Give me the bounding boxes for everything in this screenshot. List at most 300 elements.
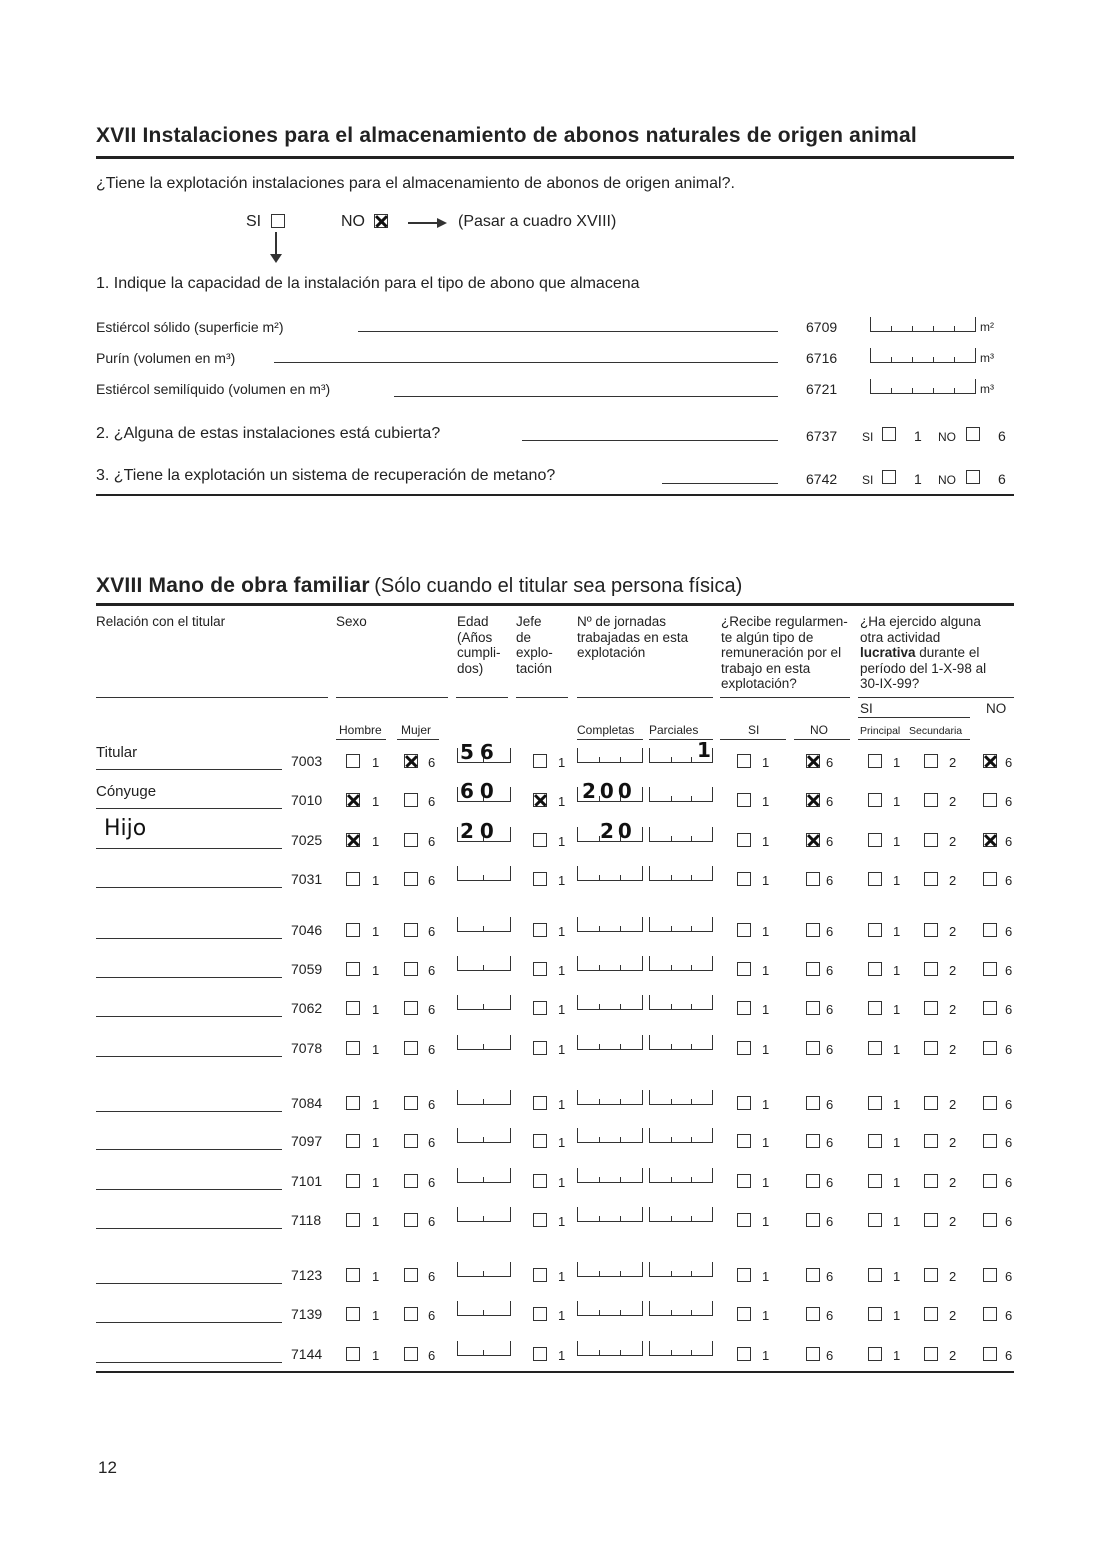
principal-checkbox[interactable] bbox=[868, 833, 882, 847]
hombre-checkbox[interactable] bbox=[346, 1347, 360, 1361]
recibe-no-checkbox[interactable] bbox=[806, 923, 820, 937]
jefe-value: 1 bbox=[558, 873, 566, 888]
row-code: 7010 bbox=[291, 792, 323, 808]
row-code: 7139 bbox=[291, 1306, 323, 1322]
hombre-value: 1 bbox=[372, 1175, 380, 1190]
mujer-checkbox[interactable] bbox=[404, 754, 418, 768]
recibe-si-checkbox[interactable] bbox=[737, 1347, 751, 1361]
mujer-checkbox[interactable] bbox=[404, 1134, 418, 1148]
ejercido-no-checkbox[interactable] bbox=[983, 1213, 997, 1227]
secundaria-checkbox[interactable] bbox=[924, 1268, 938, 1282]
mujer-value: 6 bbox=[428, 1002, 436, 1017]
q3-si-checkbox[interactable] bbox=[882, 470, 896, 484]
jefe-value: 1 bbox=[558, 1097, 566, 1112]
jefe-value: 1 bbox=[558, 924, 566, 939]
jefe-checkbox[interactable] bbox=[533, 1001, 547, 1015]
mujer-value: 6 bbox=[428, 963, 436, 978]
row-code: 7118 bbox=[291, 1212, 322, 1228]
row-label-line[interactable] bbox=[96, 1228, 282, 1229]
q3-si-value: 1 bbox=[914, 471, 922, 487]
parciales-input[interactable] bbox=[649, 866, 713, 881]
hombre-value: 1 bbox=[372, 1348, 380, 1363]
q2-no-checkbox[interactable] bbox=[966, 427, 980, 441]
recibe-si-checkbox[interactable] bbox=[737, 1134, 751, 1148]
ejercido-no-checkbox[interactable] bbox=[983, 872, 997, 886]
edad-input[interactable] bbox=[457, 956, 511, 971]
recibe-si-checkbox[interactable] bbox=[737, 833, 751, 847]
principal-value: 1 bbox=[893, 1135, 901, 1150]
covered-question: 2. ¿Alguna de estas instalaciones está cubierta? bbox=[96, 425, 441, 442]
ejercido-no-checkbox[interactable] bbox=[983, 1174, 997, 1188]
leader-line bbox=[394, 396, 778, 397]
hombre-checkbox[interactable] bbox=[346, 923, 360, 937]
q3-si-label: SI bbox=[862, 473, 874, 487]
q3-no-checkbox[interactable] bbox=[966, 470, 980, 484]
secundaria-checkbox[interactable] bbox=[924, 1174, 938, 1188]
si-checkbox[interactable] bbox=[271, 214, 285, 228]
principal-checkbox[interactable] bbox=[868, 1096, 882, 1110]
recibe-no-value: 6 bbox=[826, 1308, 834, 1323]
capacity-label-semiliquid: Estiércol semilíquido (volumen en m³) bbox=[96, 381, 331, 397]
secundaria-checkbox[interactable] bbox=[924, 923, 938, 937]
mujer-checkbox[interactable] bbox=[404, 1268, 418, 1282]
completas-input[interactable] bbox=[577, 956, 643, 971]
mujer-checkbox[interactable] bbox=[404, 962, 418, 976]
row-code: 7144 bbox=[291, 1346, 323, 1362]
no-checkbox[interactable] bbox=[374, 214, 388, 228]
recibe-si-checkbox[interactable] bbox=[737, 754, 751, 768]
jefe-value: 1 bbox=[558, 1214, 566, 1229]
ejercido-no-checkbox[interactable] bbox=[983, 1134, 997, 1148]
row-label-line[interactable] bbox=[96, 1189, 282, 1190]
principal-checkbox[interactable] bbox=[868, 1134, 882, 1148]
ejercido-no-checkbox[interactable] bbox=[983, 833, 997, 847]
mujer-checkbox[interactable] bbox=[404, 872, 418, 886]
mujer-value: 6 bbox=[428, 1135, 436, 1150]
principal-checkbox[interactable] bbox=[868, 1041, 882, 1055]
parciales-input[interactable] bbox=[649, 1128, 713, 1143]
jefe-checkbox[interactable] bbox=[533, 1134, 547, 1148]
row-label-line[interactable] bbox=[96, 808, 282, 809]
q2-no-label: NO bbox=[938, 430, 956, 444]
completas-input[interactable] bbox=[577, 866, 643, 881]
principal-value: 1 bbox=[893, 1348, 901, 1363]
header-recibe: ¿Recibe regularmen- te algún tipo de remuneración por el trabajo en esta explotación? bbox=[721, 614, 848, 691]
recibe-no-checkbox[interactable] bbox=[806, 833, 820, 847]
edad-value: 20 bbox=[460, 819, 500, 843]
row-code: 7123 bbox=[291, 1267, 323, 1283]
secundaria-checkbox[interactable] bbox=[924, 1001, 938, 1015]
principal-checkbox[interactable] bbox=[868, 1307, 882, 1321]
leader-line bbox=[662, 483, 778, 484]
section-18-title-bold: XVIII Mano de obra familiar bbox=[96, 574, 370, 597]
row-label-line[interactable] bbox=[96, 1056, 282, 1057]
completas-input[interactable] bbox=[577, 1301, 643, 1316]
hombre-checkbox[interactable] bbox=[346, 793, 360, 807]
principal-value: 1 bbox=[893, 1269, 901, 1284]
parciales-input[interactable] bbox=[649, 1341, 713, 1356]
jefe-value: 1 bbox=[558, 755, 566, 770]
leader-line bbox=[274, 362, 778, 363]
edad-input[interactable] bbox=[457, 1301, 511, 1316]
mujer-checkbox[interactable] bbox=[404, 923, 418, 937]
ejercido-no-checkbox[interactable] bbox=[983, 923, 997, 937]
mujer-checkbox[interactable] bbox=[404, 833, 418, 847]
code-6721: 6721 bbox=[806, 381, 838, 397]
section-17-rule bbox=[96, 156, 1014, 159]
recibe-no-checkbox[interactable] bbox=[806, 962, 820, 976]
recibe-no-value: 6 bbox=[826, 834, 834, 849]
header-ejercido-si: SI bbox=[860, 701, 873, 716]
recibe-no-checkbox[interactable] bbox=[806, 1307, 820, 1321]
unit-m3: m³ bbox=[980, 382, 994, 396]
parciales-input[interactable] bbox=[649, 917, 713, 932]
secundaria-checkbox[interactable] bbox=[924, 1213, 938, 1227]
ejercido-no-value: 6 bbox=[1005, 963, 1013, 978]
recibe-si-checkbox[interactable] bbox=[737, 1041, 751, 1055]
capacity-semiliquid-input[interactable] bbox=[870, 379, 976, 394]
ejercido-no-value: 6 bbox=[1005, 1042, 1013, 1057]
secundaria-checkbox[interactable] bbox=[924, 793, 938, 807]
ejercido-no-value: 6 bbox=[1005, 1269, 1013, 1284]
q2-si-label: SI bbox=[862, 430, 874, 444]
mujer-checkbox[interactable] bbox=[404, 1041, 418, 1055]
completas-input[interactable] bbox=[577, 995, 643, 1010]
principal-checkbox[interactable] bbox=[868, 1347, 882, 1361]
parciales-input[interactable] bbox=[649, 1207, 713, 1222]
q2-si-checkbox[interactable] bbox=[882, 427, 896, 441]
recibe-no-checkbox[interactable] bbox=[806, 1041, 820, 1055]
header-ejercido bbox=[860, 614, 986, 692]
subheader-underline bbox=[794, 739, 850, 740]
section-18-rule bbox=[96, 603, 1014, 606]
secundaria-checkbox[interactable] bbox=[924, 962, 938, 976]
ejercido-no-checkbox[interactable] bbox=[983, 1041, 997, 1055]
jefe-checkbox[interactable] bbox=[533, 1174, 547, 1188]
edad-value: 60 bbox=[460, 779, 500, 803]
row-label-line[interactable] bbox=[96, 769, 282, 770]
jefe-value: 1 bbox=[558, 834, 566, 849]
secundaria-checkbox[interactable] bbox=[924, 1307, 938, 1321]
hombre-value: 1 bbox=[372, 1002, 380, 1017]
row-label-line[interactable] bbox=[96, 1362, 282, 1363]
hombre-checkbox[interactable] bbox=[346, 1001, 360, 1015]
ejercido-no-checkbox[interactable] bbox=[983, 962, 997, 976]
leader-line bbox=[358, 331, 778, 332]
ejercido-no-value: 6 bbox=[1005, 1097, 1013, 1112]
secundaria-checkbox[interactable] bbox=[924, 1041, 938, 1055]
jefe-checkbox[interactable] bbox=[533, 754, 547, 768]
row-label-line[interactable] bbox=[96, 1111, 282, 1112]
row-label-line[interactable] bbox=[96, 1016, 282, 1017]
mujer-checkbox[interactable] bbox=[404, 793, 418, 807]
parciales-input[interactable] bbox=[649, 956, 713, 971]
recibe-si-value: 1 bbox=[762, 755, 770, 770]
recibe-no-value: 6 bbox=[826, 1348, 834, 1363]
hombre-checkbox[interactable] bbox=[346, 962, 360, 976]
jefe-checkbox[interactable] bbox=[533, 1268, 547, 1282]
ejercido-no-value: 6 bbox=[1005, 924, 1013, 939]
hombre-checkbox[interactable] bbox=[346, 1213, 360, 1227]
ejercido-no-checkbox[interactable] bbox=[983, 1268, 997, 1282]
recibe-no-value: 6 bbox=[826, 1097, 834, 1112]
header-underline bbox=[858, 697, 1014, 698]
header-underline bbox=[456, 697, 508, 698]
completas-input[interactable] bbox=[577, 1128, 643, 1143]
page-number: 12 bbox=[98, 1458, 117, 1477]
hombre-checkbox[interactable] bbox=[346, 1268, 360, 1282]
recibe-no-checkbox[interactable] bbox=[806, 1134, 820, 1148]
secundaria-value: 2 bbox=[949, 963, 957, 978]
principal-value: 1 bbox=[893, 1042, 901, 1057]
mujer-value: 6 bbox=[428, 1348, 436, 1363]
principal-checkbox[interactable] bbox=[868, 1174, 882, 1188]
header-relacion: Relación con el titular bbox=[96, 614, 226, 629]
row-label-line[interactable] bbox=[96, 1149, 282, 1150]
subheader-underline bbox=[858, 717, 970, 718]
principal-checkbox[interactable] bbox=[868, 1213, 882, 1227]
hombre-value: 1 bbox=[372, 1097, 380, 1112]
ejercido-no-checkbox[interactable] bbox=[983, 1307, 997, 1321]
jefe-checkbox[interactable] bbox=[533, 1307, 547, 1321]
recibe-no-checkbox[interactable] bbox=[806, 1268, 820, 1282]
completas-input[interactable] bbox=[577, 917, 643, 932]
recibe-no-value: 6 bbox=[826, 963, 834, 978]
principal-checkbox[interactable] bbox=[868, 793, 882, 807]
edad-input[interactable] bbox=[457, 1207, 511, 1222]
principal-checkbox[interactable] bbox=[868, 923, 882, 937]
mujer-checkbox[interactable] bbox=[404, 1213, 418, 1227]
capacity-label-solid: Estiércol sólido (superficie m²) bbox=[96, 319, 284, 335]
code-6716: 6716 bbox=[806, 350, 838, 366]
hombre-value: 1 bbox=[372, 1269, 380, 1284]
jefe-checkbox[interactable] bbox=[533, 1041, 547, 1055]
mujer-value: 6 bbox=[428, 1097, 436, 1112]
recibe-si-checkbox[interactable] bbox=[737, 962, 751, 976]
jefe-checkbox[interactable] bbox=[533, 793, 547, 807]
mujer-value: 6 bbox=[428, 755, 436, 770]
row-code: 7101 bbox=[291, 1173, 323, 1189]
principal-checkbox[interactable] bbox=[868, 754, 882, 768]
recibe-no-value: 6 bbox=[826, 1175, 834, 1190]
right-arrow-icon bbox=[408, 222, 438, 224]
capacity-solid-input[interactable] bbox=[870, 317, 976, 332]
recibe-no-checkbox[interactable] bbox=[806, 872, 820, 886]
mujer-checkbox[interactable] bbox=[404, 1307, 418, 1321]
jefe-checkbox[interactable] bbox=[533, 923, 547, 937]
recibe-si-checkbox[interactable] bbox=[737, 1213, 751, 1227]
secundaria-value: 2 bbox=[949, 755, 957, 770]
row-label-line[interactable] bbox=[96, 1283, 282, 1284]
recibe-no-checkbox[interactable] bbox=[806, 1174, 820, 1188]
parciales-input[interactable] bbox=[649, 1168, 713, 1183]
principal-value: 1 bbox=[893, 1097, 901, 1112]
completas-input[interactable] bbox=[577, 1035, 643, 1050]
recibe-si-checkbox[interactable] bbox=[737, 1307, 751, 1321]
q3-no-value: 6 bbox=[998, 471, 1006, 487]
mujer-checkbox[interactable] bbox=[404, 1174, 418, 1188]
section-18-bottom-rule bbox=[96, 1371, 1014, 1373]
recibe-no-checkbox[interactable] bbox=[806, 1096, 820, 1110]
row-label-line[interactable] bbox=[96, 977, 282, 978]
row-label: Titular bbox=[96, 744, 138, 761]
mujer-value: 6 bbox=[428, 1042, 436, 1057]
hombre-checkbox[interactable] bbox=[346, 872, 360, 886]
secundaria-checkbox[interactable] bbox=[924, 1096, 938, 1110]
secundaria-value: 2 bbox=[949, 794, 957, 809]
completas-input[interactable] bbox=[577, 1207, 643, 1222]
ejercido-no-checkbox[interactable] bbox=[983, 1347, 997, 1361]
jefe-value: 1 bbox=[558, 963, 566, 978]
header-principal: Principal bbox=[860, 725, 901, 737]
recibe-si-value: 1 bbox=[762, 924, 770, 939]
header-edad: Edad (Años cumpli- dos) bbox=[457, 614, 501, 676]
recibe-si-value: 1 bbox=[762, 1348, 770, 1363]
capacity-label-purin: Purín (volumen en m³) bbox=[96, 350, 236, 366]
secundaria-value: 2 bbox=[949, 1348, 957, 1363]
row-label-line[interactable] bbox=[96, 887, 282, 888]
header-underline bbox=[336, 697, 448, 698]
recibe-si-checkbox[interactable] bbox=[737, 1268, 751, 1282]
recibe-si-checkbox[interactable] bbox=[737, 793, 751, 807]
parciales-input[interactable] bbox=[649, 1301, 713, 1316]
hombre-checkbox[interactable] bbox=[346, 1307, 360, 1321]
principal-checkbox[interactable] bbox=[868, 1001, 882, 1015]
principal-value: 1 bbox=[893, 794, 901, 809]
header-ejercido-line5: 30-IX-99? bbox=[860, 676, 920, 691]
hombre-checkbox[interactable] bbox=[346, 1041, 360, 1055]
recibe-no-checkbox[interactable] bbox=[806, 754, 820, 768]
row-label-line[interactable] bbox=[96, 938, 282, 939]
completas-input[interactable] bbox=[577, 748, 643, 763]
secundaria-checkbox[interactable] bbox=[924, 754, 938, 768]
principal-value: 1 bbox=[893, 755, 901, 770]
completas-input[interactable] bbox=[577, 1168, 643, 1183]
secundaria-value: 2 bbox=[949, 924, 957, 939]
row-label-line[interactable] bbox=[96, 848, 282, 849]
edad-input[interactable] bbox=[457, 1262, 511, 1277]
hombre-checkbox[interactable] bbox=[346, 754, 360, 768]
header-ejercido-line1: ¿Ha ejercido alguna bbox=[860, 614, 981, 629]
recibe-no-checkbox[interactable] bbox=[806, 1213, 820, 1227]
recibe-no-checkbox[interactable] bbox=[806, 1001, 820, 1015]
recibe-si-value: 1 bbox=[762, 1135, 770, 1150]
mujer-value: 6 bbox=[428, 1214, 436, 1229]
jefe-checkbox[interactable] bbox=[533, 962, 547, 976]
secundaria-checkbox[interactable] bbox=[924, 872, 938, 886]
mujer-value: 6 bbox=[428, 834, 436, 849]
recibe-si-checkbox[interactable] bbox=[737, 1096, 751, 1110]
completas-input[interactable] bbox=[577, 1262, 643, 1277]
parciales-input[interactable] bbox=[649, 827, 713, 842]
parciales-input[interactable] bbox=[649, 1090, 713, 1105]
ejercido-no-checkbox[interactable] bbox=[983, 754, 997, 768]
row-code: 7031 bbox=[291, 871, 323, 887]
principal-checkbox[interactable] bbox=[868, 872, 882, 886]
recibe-si-value: 1 bbox=[762, 1175, 770, 1190]
parciales-input[interactable] bbox=[649, 787, 713, 802]
ejercido-no-value: 6 bbox=[1005, 1135, 1013, 1150]
edad-input[interactable] bbox=[457, 1341, 511, 1356]
hombre-value: 1 bbox=[372, 1042, 380, 1057]
hombre-checkbox[interactable] bbox=[346, 1174, 360, 1188]
edad-input[interactable] bbox=[457, 917, 511, 932]
ejercido-no-checkbox[interactable] bbox=[983, 1001, 997, 1015]
hombre-checkbox[interactable] bbox=[346, 1134, 360, 1148]
row-code: 7097 bbox=[291, 1133, 323, 1149]
edad-input[interactable] bbox=[457, 1168, 511, 1183]
recibe-si-checkbox[interactable] bbox=[737, 872, 751, 886]
jefe-checkbox[interactable] bbox=[533, 1096, 547, 1110]
hombre-checkbox[interactable] bbox=[346, 833, 360, 847]
edad-input[interactable] bbox=[457, 1035, 511, 1050]
recibe-no-checkbox[interactable] bbox=[806, 793, 820, 807]
mujer-value: 6 bbox=[428, 1269, 436, 1284]
header-hombre: Hombre bbox=[339, 723, 382, 737]
principal-checkbox[interactable] bbox=[868, 1268, 882, 1282]
secundaria-checkbox[interactable] bbox=[924, 1347, 938, 1361]
secundaria-value: 2 bbox=[949, 1175, 957, 1190]
edad-input[interactable] bbox=[457, 866, 511, 881]
row-code: 7084 bbox=[291, 1095, 323, 1111]
mujer-checkbox[interactable] bbox=[404, 1001, 418, 1015]
hombre-value: 1 bbox=[372, 873, 380, 888]
recibe-si-value: 1 bbox=[762, 1214, 770, 1229]
completas-input[interactable] bbox=[577, 1341, 643, 1356]
jefe-checkbox[interactable] bbox=[533, 872, 547, 886]
principal-value: 1 bbox=[893, 963, 901, 978]
jefe-checkbox[interactable] bbox=[533, 1213, 547, 1227]
jefe-value: 1 bbox=[558, 1348, 566, 1363]
capacity-purin-input[interactable] bbox=[870, 348, 976, 363]
recibe-si-checkbox[interactable] bbox=[737, 1174, 751, 1188]
principal-checkbox[interactable] bbox=[868, 962, 882, 976]
edad-input[interactable] bbox=[457, 1128, 511, 1143]
hombre-checkbox[interactable] bbox=[346, 1096, 360, 1110]
principal-value: 1 bbox=[893, 834, 901, 849]
ejercido-no-value: 6 bbox=[1005, 873, 1013, 888]
mujer-checkbox[interactable] bbox=[404, 1347, 418, 1361]
completas-input[interactable] bbox=[577, 1090, 643, 1105]
parciales-input[interactable] bbox=[649, 995, 713, 1010]
recibe-no-checkbox[interactable] bbox=[806, 1347, 820, 1361]
ejercido-no-checkbox[interactable] bbox=[983, 793, 997, 807]
parciales-input[interactable] bbox=[649, 1035, 713, 1050]
hombre-value: 1 bbox=[372, 924, 380, 939]
ejercido-no-checkbox[interactable] bbox=[983, 1096, 997, 1110]
subheader-underline bbox=[397, 739, 439, 740]
completas-value: 20 bbox=[600, 819, 636, 843]
recibe-si-checkbox[interactable] bbox=[737, 923, 751, 937]
row-label-line[interactable] bbox=[96, 1322, 282, 1323]
jefe-value: 1 bbox=[558, 794, 566, 809]
recibe-si-value: 1 bbox=[762, 1097, 770, 1112]
recibe-si-checkbox[interactable] bbox=[737, 1001, 751, 1015]
section-17-bottom-rule bbox=[96, 494, 1014, 496]
parciales-input[interactable] bbox=[649, 1262, 713, 1277]
jefe-checkbox[interactable] bbox=[533, 833, 547, 847]
jefe-checkbox[interactable] bbox=[533, 1347, 547, 1361]
mujer-checkbox[interactable] bbox=[404, 1096, 418, 1110]
jefe-value: 1 bbox=[558, 1308, 566, 1323]
section-18-title-note: (Sólo cuando el titular sea persona física) bbox=[374, 575, 743, 597]
edad-input[interactable] bbox=[457, 995, 511, 1010]
header-ejercido-line3 bbox=[860, 645, 986, 661]
edad-input[interactable] bbox=[457, 1090, 511, 1105]
secundaria-checkbox[interactable] bbox=[924, 1134, 938, 1148]
secundaria-checkbox[interactable] bbox=[924, 833, 938, 847]
mujer-value: 6 bbox=[428, 1175, 436, 1190]
